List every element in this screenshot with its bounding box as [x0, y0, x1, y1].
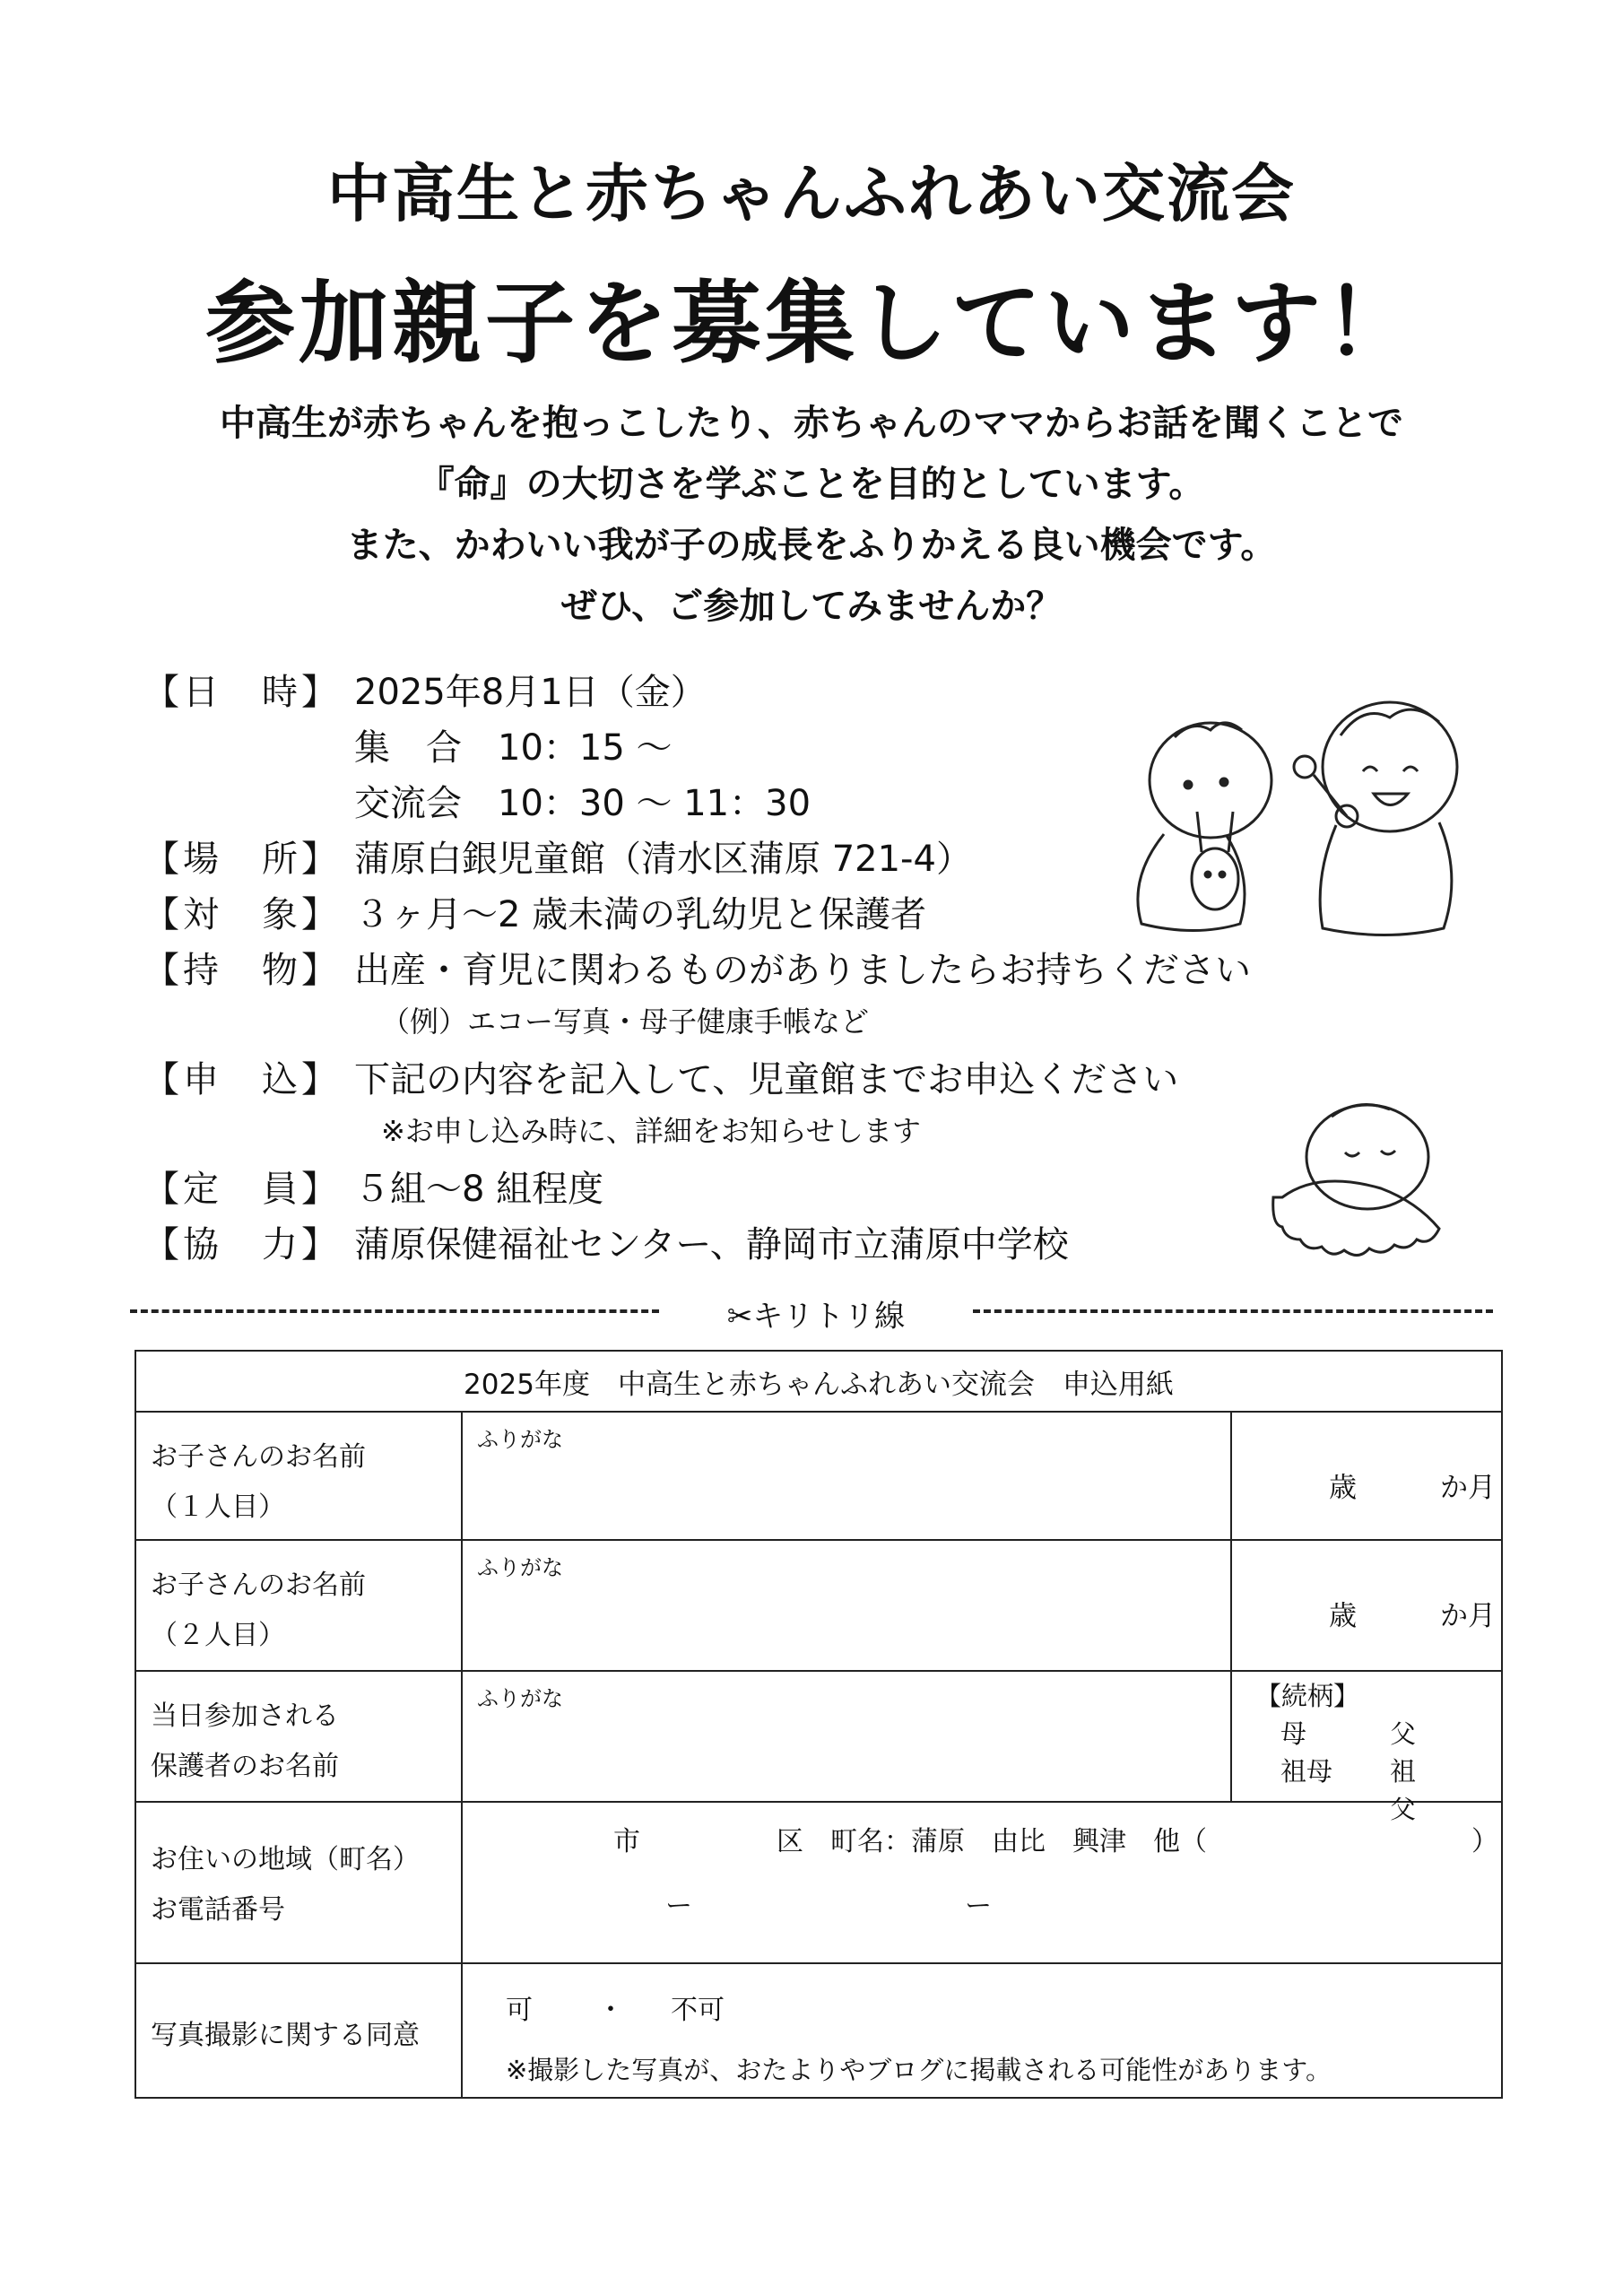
relation-field[interactable] — [1231, 1671, 1502, 1824]
intro-text — [0, 393, 1623, 637]
age-months-label: か月 — [1440, 1600, 1496, 1632]
child1-age-field[interactable] — [1231, 1412, 1502, 1540]
intro-line: 『命』の大切さを学ぶことを目的としています。 — [418, 464, 1205, 505]
photo-consent-field[interactable] — [462, 1963, 1502, 2098]
guardian-label — [135, 1671, 462, 1802]
guardian-label-line1: 当日参加される — [151, 1700, 339, 1732]
child2-row — [135, 1540, 1502, 1671]
intro-line: 中高生が赤ちゃんを抱っこしたり、赤ちゃんのママからお話を聞くことで — [220, 403, 1403, 444]
cut-label: ✂キリトリ線 — [668, 1292, 964, 1335]
age-months-label: か月 — [1440, 1472, 1496, 1504]
relation-mother[interactable]: 母 — [1280, 1718, 1307, 1749]
age-years-label: 歳 — [1329, 1472, 1357, 1504]
relation-grandmother[interactable]: 祖母 — [1280, 1756, 1333, 1787]
photo-consent-row — [135, 1963, 1502, 2098]
dashed-line-left — [130, 1309, 659, 1313]
child2-label — [135, 1540, 462, 1671]
close-paren: ） — [1471, 1826, 1498, 1857]
form-header: 2025年度 中高生と赤ちゃんふれあい交流会 申込用紙 — [135, 1351, 1502, 1412]
photo-consent-label: 写真撮影に関する同意 — [135, 1963, 462, 2098]
apply-label: 【申 込】 — [143, 1059, 341, 1100]
city-label: 市 — [613, 1826, 640, 1857]
address-row — [135, 1802, 1502, 1963]
apply-value: 下記の内容を記入して、児童館までお申込ください — [354, 1059, 1179, 1100]
items-note: （例）エコー写真・母子健康手帳など — [381, 1004, 870, 1039]
date-label: 【日 時】 — [143, 672, 341, 713]
address-label — [135, 1802, 462, 1963]
furigana-label: ふりがな — [477, 1427, 563, 1452]
photo-consent-no[interactable]: 不可 — [671, 1995, 725, 2026]
target-label: 【対 象】 — [143, 894, 341, 935]
address-label-line2: お電話番号 — [151, 1894, 285, 1926]
coop-value: 蒲原保健福祉センター、静岡市立蒲原中学校 — [354, 1224, 1069, 1265]
relation-grandfather[interactable]: 祖父 — [1390, 1756, 1417, 1824]
gather-time: 集 合 10：15 ～ — [354, 727, 673, 769]
intro-line: また、かわいい我が子の成長をふりかえる良い機会です。 — [346, 525, 1277, 566]
capacity-value: ５組～8 組程度 — [354, 1169, 604, 1210]
relation-father[interactable]: 父 — [1390, 1718, 1417, 1749]
guardian-label-line2: 保護者のお名前 — [151, 1751, 339, 1782]
cut-line — [130, 1292, 1493, 1335]
address-phone-field[interactable] — [462, 1802, 1502, 1963]
phone-dash-1: ー — [665, 1891, 692, 1922]
apply-note: ※お申し込み時に、詳細をお知らせします — [381, 1114, 921, 1148]
coop-label: 【協 力】 — [143, 1224, 341, 1265]
child1-label-line2: （１人目） — [151, 1492, 285, 1523]
dashed-line-right — [973, 1309, 1493, 1313]
ward-label: 区 — [777, 1826, 803, 1857]
photo-note: ※撮影した写真が、おたよりやブログに掲載される可能性があります。 — [506, 2055, 1332, 2085]
relation-title: 【続柄】 — [1255, 1681, 1360, 1711]
capacity-label: 【定 員】 — [143, 1169, 341, 1210]
guardian-row — [135, 1671, 1502, 1802]
place-value: 蒲原白銀児童館（清水区蒲原 721-4） — [354, 839, 972, 880]
items-label: 【持 物】 — [143, 950, 341, 991]
target-value: ３ヶ月～2 歳未満の乳幼児と保護者 — [354, 894, 927, 935]
title-line1: 中高生と赤ちゃんふれあい交流会 — [327, 157, 1296, 230]
address-label-line1: お住いの地域（町名） — [151, 1844, 420, 1875]
relation-options — [1255, 1677, 1417, 1824]
guardian-name-field[interactable] — [462, 1671, 1231, 1802]
furigana-label: ふりがな — [477, 1686, 563, 1711]
child2-name-field[interactable] — [462, 1540, 1231, 1671]
sleeping-baby-illustration — [1269, 1099, 1448, 1260]
intro-line: ぜひ、ご参加してみませんか？ — [560, 586, 1063, 627]
furigana-label: ふりがな — [477, 1555, 563, 1580]
child2-label-line1: お子さんのお名前 — [151, 1570, 366, 1601]
phone-dash-2: ー — [965, 1891, 992, 1922]
date-value: 2025年8月1日（金） — [354, 672, 707, 713]
child1-name-field[interactable] — [462, 1412, 1231, 1540]
age-years-label: 歳 — [1329, 1600, 1357, 1632]
title-line2: 参加親子を募集しています！ — [205, 271, 1418, 376]
place-label: 【場 所】 — [143, 839, 341, 880]
child2-age-field[interactable] — [1231, 1540, 1502, 1671]
town-options: 町名：蒲原 由比 興津 他（ — [830, 1826, 1207, 1857]
photo-consent-yes[interactable]: 可 — [506, 1995, 533, 2026]
items-value: 出産・育児に関わるものがありましたらお持ちください — [354, 950, 1251, 991]
session-time: 交流会 10：30 ～ 11：30 — [354, 783, 812, 824]
child1-label — [135, 1412, 462, 1540]
babies-illustration — [1112, 682, 1506, 942]
photo-consent-dot: ・ — [597, 1995, 624, 2026]
child1-label-line1: お子さんのお名前 — [151, 1441, 366, 1473]
application-form — [135, 1350, 1503, 2099]
child2-label-line2: （２人目） — [151, 1620, 285, 1651]
child1-row — [135, 1412, 1502, 1540]
